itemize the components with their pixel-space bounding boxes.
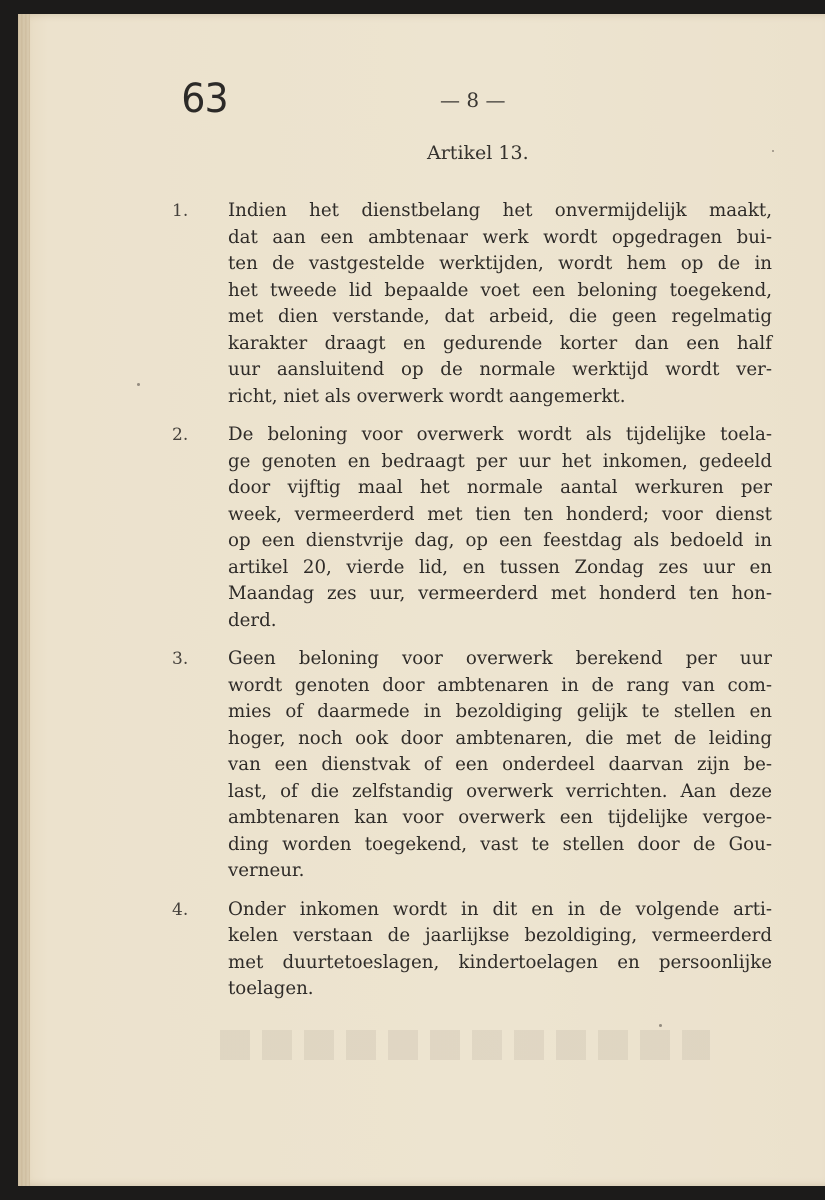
paragraph-line: kelen verstaan de jaarlijkse bezoldiging, vermeerderd (228, 925, 772, 946)
paragraph-line: Maandag zes uur, vermeerderd met honderd ten hon- (228, 583, 772, 604)
page-stack-edge (18, 14, 30, 1186)
paragraph-number: 1. (172, 201, 189, 221)
paragraph-line: het tweede lid bepaalde voet een beloning toegekend, (228, 279, 772, 301)
article-paragraph (172, 646, 772, 885)
paper-speck (659, 1024, 662, 1027)
paragraph-line: Indien het dienstbelang het onvermijdelijk maakt, (228, 200, 772, 221)
handwritten-folio-number: 63 (181, 76, 228, 122)
paragraph-body (228, 422, 772, 634)
paragraph-line: artikel 20, vierde lid, en tussen Zondag zes uur en (228, 556, 772, 578)
article-heading: Artikel 13. (427, 142, 529, 164)
paragraph-line: met dien verstande, dat arbeid, die geen regelmatig (228, 306, 772, 327)
paragraph-line: door vijftig maal het normale aantal werkuren per (228, 477, 772, 498)
paragraph-line: van een dienstvak of een onderdeel daarvan zijn be- (228, 754, 772, 775)
paragraph-line: De beloning voor overwerk wordt als tijdelijke toela- (228, 424, 772, 445)
paragraph-line: mies of daarmede in bezoldiging gelijk te stellen en (228, 701, 772, 722)
paragraph-line: op een dienstvrije dag, op een feestdag als bedoeld in (228, 530, 772, 551)
page-number: — 8 — (440, 88, 506, 112)
paragraph-line: week, vermeerderd met tien ten honderd; voor dienst (228, 503, 772, 525)
paragraph-line: hoger, noch ook door ambtenaren, die met de leiding (228, 727, 772, 749)
bleed-through-text (220, 1030, 710, 1060)
paragraph-line: wordt genoten door ambtenaren in de rang van com- (228, 674, 772, 696)
paragraph-line: karakter draagt en gedurende korter dan een half (228, 332, 772, 354)
paragraph-body (228, 897, 772, 1003)
paragraph-line: ge genoten en bedraagt per uur het inkomen, gedeeld (228, 450, 772, 472)
paragraph-line: ding worden toegekend, vast te stellen door de Gou- (228, 833, 772, 855)
paragraph-line: richt, niet als overwerk wordt aangemerkt. (228, 385, 626, 407)
paragraph-line: uur aansluitend op de normale werktijd wordt ver- (228, 359, 772, 380)
article-paragraph (172, 198, 772, 410)
paragraph-line: verneur. (228, 860, 305, 881)
paragraph-line: dat aan een ambtenaar werk wordt opgedragen bui- (228, 226, 772, 248)
paragraph-line: Geen beloning voor overwerk berekend per uur (228, 648, 772, 669)
paragraph-line: met duurtetoeslagen, kindertoelagen en persoonlijke (228, 951, 772, 973)
paragraph-line: toelagen. (228, 978, 314, 999)
paragraph-body (228, 646, 772, 885)
paper-speck (772, 150, 774, 152)
paragraph-number: 3. (172, 649, 189, 669)
paragraph-line: ambtenaren kan voor overwerk een tijdelijke vergoe- (228, 807, 772, 828)
article-paragraphs (172, 198, 772, 1015)
paper-speck (137, 383, 140, 386)
article-paragraph (172, 422, 772, 634)
paragraph-number: 2. (172, 425, 189, 445)
article-paragraph (172, 897, 772, 1003)
paragraph-line: last, of die zelfstandig overwerk verrichten. Aan deze (228, 780, 772, 802)
paragraph-line: Onder inkomen wordt in dit en in de volgende arti- (228, 898, 772, 920)
paragraph-line: ten de vastgestelde werktijden, wordt hem op de in (228, 253, 772, 274)
paragraph-body (228, 198, 772, 410)
paragraph-line: derd. (228, 609, 277, 631)
paragraph-number: 4. (172, 899, 189, 920)
